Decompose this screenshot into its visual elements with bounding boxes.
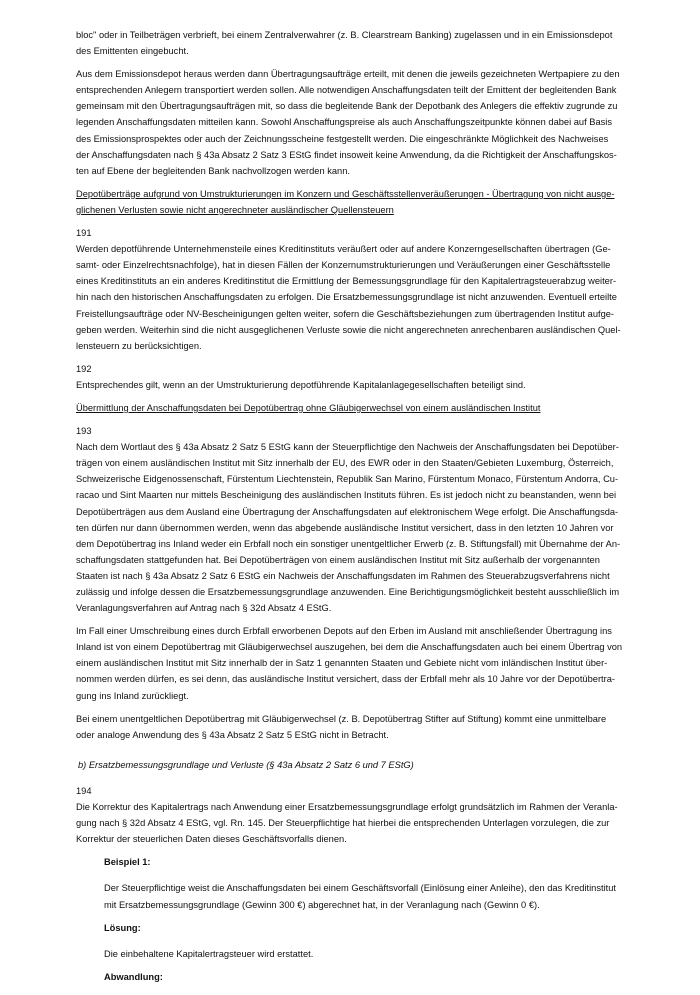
text-line: Bei einem unentgeltlichen Depotübertrag mit Gläubigerwechsel (z. B. Depotübertrag Stifter auf Stiftung) kommt eine unmittelbare bbox=[76, 713, 607, 724]
document-page bbox=[76, 27, 624, 995]
margin-number-192: 192 bbox=[76, 363, 92, 374]
solution-text: Die einbehaltene Kapitalertragsteuer wird erstattet. bbox=[104, 948, 314, 959]
text-line: Der Steuerpflichtige weist die Anschaffungsdaten bei einem Geschäftsvorfall (Einlösung einer Anleihe), den das Kreditinstitut bbox=[104, 883, 616, 894]
text-line: gemeinsam mit den Übertragungsaufträgen mit, so dass die begleitende Bank der Depotbank des Anlegers die effektiv zugrunde zu bbox=[76, 101, 618, 112]
paragraph-192: Entsprechendes gilt, wenn an der Umstrukturierung depotführende Kapitalanlagegesellschaften beteiligt sind. bbox=[76, 379, 526, 390]
text-line: dem Depotübertrag ins Inland weder ein Erbfall noch ein sonstiger unentgeltlicher Erwerb (z. B. Stiftungsfall) mit Übernahme der An- bbox=[76, 538, 621, 549]
heading-line: Depotüberträge aufgrund von Umstrukturierungen im Konzern und Geschäftsstellenveräußerungen - Übertragung von nicht ausge- bbox=[76, 188, 615, 199]
text-line: gung nach § 32d Absatz 4 EStG, vgl. Rn. 145. Der Steuerpflichtige hat hierbei die entsprechenden Unterlagen vorzulegen, die zur bbox=[76, 818, 610, 829]
paragraph-193 bbox=[76, 439, 624, 616]
text-line: Werden depotführende Unternehmensteile eines Kreditinstituts veräußert oder auf andere Konzerngesellschaften übertragen (Ge- bbox=[76, 244, 611, 255]
text-line: racao und Sint Maarten nur mittels Bescheinigung des ausländischen Instituts führen. Es ist jedoch nicht zu beanstanden, wenn bei bbox=[76, 490, 617, 501]
text-line: bloc" oder in Teilbeträgen verbrieft, bei einem Zentralverwahrer (z. B. Clearstream Banking) zugelassen und in ein Emissionsdepot bbox=[76, 30, 613, 40]
text-line: nommen werden dürfen, es sei denn, das ausländische Institut versichert, dass der Erbfall mehr als 10 Jahre vor der Depotübertra- bbox=[76, 674, 615, 685]
text-line: Veranlagungsverfahren auf Antrag nach § 32d Absatz 4 EStG. bbox=[76, 603, 332, 614]
text-line: Depotüberträgen aus dem Ausland eine Übertragung der Anschaffungsdaten auf elektronischem Wege erfolgt. Die Anschaffungsda- bbox=[76, 506, 619, 517]
heading-line: glichenen Verlusten sowie nicht angerechneter ausländischer Quellensteuern bbox=[76, 204, 394, 215]
text-line: zulässig und infolge dessen die Ersatzbemessungsgrundlage anzuwenden. Eine Berichtigungsmöglichkeit besteht ausschließlich im bbox=[76, 587, 620, 597]
text-line: geben werden. Weiterhin sind die nicht ausgeglichenen Verluste sowie die nicht angerechneten anrechenbaren ausländischen Quel- bbox=[76, 324, 621, 335]
text-line: entsprechenden Anlegern transportiert werden sollen. Alle notwendigen Anschaffungsdaten teilt der Emittent der begleitenden Bank bbox=[76, 85, 617, 96]
text-line: Schweizerische Eidgenossenschaft, Fürstentum Liechtenstein, Republik San Marino, Fürstentum Monaco, Fürstentum Andorra, Cu- bbox=[76, 474, 619, 485]
example-1-text bbox=[104, 880, 624, 912]
text-line: trägen von einem ausländischen Institut mit Sitz innerhalb der EU, des EWR oder in den Staaten/Gebieten Luxemburg, Österreich, bbox=[76, 458, 614, 469]
paragraph-emission-intro bbox=[76, 27, 624, 59]
margin-number-191: 191 bbox=[76, 228, 92, 239]
text-line: des Emissionsprospektes oder auch der Zeichnungsscheine festgestellt werden. Die eingeschränkte Möglichkeit des Nachweises bbox=[76, 133, 609, 144]
text-line: gung ins Inland zurückliegt. bbox=[76, 690, 189, 701]
text-line: der Anschaffungsdaten nach § 43a Absatz 2 Satz 3 EStG findet insoweit keine Anwendung, da die Richtigkeit der Anschaffungskos- bbox=[76, 149, 617, 160]
text-line: des Emittenten eingebucht. bbox=[76, 46, 189, 57]
paragraph-emission-depot bbox=[76, 66, 624, 179]
text-line: ten dürfen nur dann übernommen werden, wenn das abgebende ausländische Institut versichert, dass in den letzten 10 Jahren vor bbox=[76, 522, 614, 533]
section-heading-replacement-basis: b) Ersatzbemessungsgrundlage und Verluste (§ 43a Absatz 2 Satz 6 und 7 EStG) bbox=[78, 759, 414, 770]
variation-heading: Abwandlung: bbox=[104, 971, 163, 982]
section-heading-foreign-transfer: Übermittlung der Anschaffungsdaten bei Depotübertrag ohne Gläubigerwechsel von einem ausländischen Institut bbox=[76, 402, 541, 413]
text-line: Im Fall einer Umschreibung eines durch Erbfall erworbenen Depots auf den Erben im Ausland mit anschließender Übertragung ins bbox=[76, 626, 612, 637]
text-line: einem ausländischen Institut mit Sitz innerhalb der in Satz 1 genannten Staaten und Gebiete nicht vom inländischen Institut über- bbox=[76, 658, 608, 669]
text-line: eines Kreditinstituts an ein anderes Kreditinstitut die Ermittlung der Bemessungsgrundlage für den Kapitalertragsteuerabzug weiter- bbox=[76, 276, 617, 287]
text-line: hin nach den historischen Anschaffungsdaten zu erfolgen. Die Ersatzbemessungsgrundlage ist nicht anzuwenden. Eventuell erteilte bbox=[76, 292, 617, 303]
solution-heading: Lösung: bbox=[104, 922, 141, 933]
text-line: Nach dem Wortlaut des § 43a Absatz 2 Satz 5 EStG kann der Steuerpflichtige den Nachweis der Anschaffungsdaten bei Depotüber- bbox=[76, 442, 619, 453]
text-line: ten auf Ebene der begleitenden Bank nachvollzogen werden kann. bbox=[76, 165, 350, 176]
example-1-heading: Beispiel 1: bbox=[104, 857, 151, 868]
text-line: legenden Anschaffungsdaten mitteilen kann. Sowohl Anschaffungspreise als auch Anschaffungszeitpunkte können dabei auf Basis bbox=[76, 117, 612, 128]
text-line: Freistellungsaufträge oder NV-Bescheinigungen gelten weiter, sofern die Geschäftsbeziehungen zum übertragenden Institut aufge- bbox=[76, 308, 615, 319]
text-line: Aus dem Emissionsdepot heraus werden dann Übertragungsaufträge erteilt, mit denen die jeweils gezeichneten Wertpapiere zu den bbox=[76, 69, 620, 80]
paragraph-193-gratuitous bbox=[76, 711, 624, 743]
paragraph-191 bbox=[76, 241, 624, 354]
text-line: oder analoge Anwendung des § 43a Absatz 2 Satz 5 EStG nicht in Betracht. bbox=[76, 729, 389, 740]
text-line: Staaten ist nach § 43a Absatz 2 Satz 6 EStG ein Nachweis der Anschaffungsdaten im Rahmen des Steuerabzugsverfahrens nicht bbox=[76, 570, 610, 581]
paragraph-194 bbox=[76, 799, 624, 847]
text-line: lensteuern zu berücksichtigen. bbox=[76, 340, 202, 351]
paragraph-193-inheritance bbox=[76, 623, 624, 703]
margin-number-194: 194 bbox=[76, 785, 92, 796]
text-line: Inland ist von einem Depotübertrag mit Gläubigerwechsel auszugehen, bei dem die Anschaffungsdaten auch bei einem Übertrag von bbox=[76, 642, 623, 653]
text-line: Korrektur der steuerlichen Daten dieses Geschäftsvorfalls dienen. bbox=[76, 834, 347, 845]
text-line: Die Korrektur des Kapitalertrags nach Anwendung einer Ersatzbemessungsgrundlage erfolgt grundsätzlich im Rahmen der Veranla- bbox=[76, 802, 618, 813]
section-heading-restructuring bbox=[76, 186, 624, 218]
margin-number-193: 193 bbox=[76, 426, 92, 437]
text-line: schaffungsdaten stattgefunden hat. Bei Depotüberträgen von einem ausländischen Institut mit Sitz außerhalb der vorgenannten bbox=[76, 554, 600, 565]
text-line: samt- oder Einzelrechtsnachfolge), hat in diesen Fällen der Konzernumstrukturierungen und Veräußerungen einer Geschäftsstelle bbox=[76, 260, 611, 271]
text-line: mit Ersatzbemessungsgrundlage (Gewinn 300 €) abgerechnet hat, in der Veranlagung nach (Gewinn 0 €). bbox=[104, 899, 540, 910]
